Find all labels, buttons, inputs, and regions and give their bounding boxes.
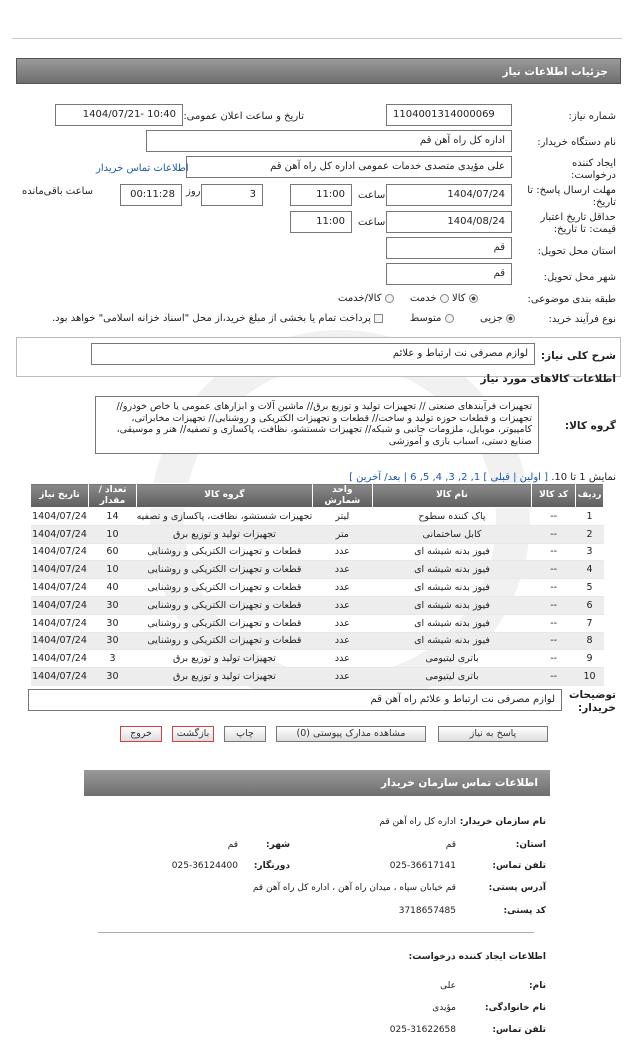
table-cell: 1404/07/24 <box>31 508 89 526</box>
table-cell: قطعات و تجهیزات الکتریکی و روشنایی <box>136 561 312 579</box>
creator-family-value: مؤیدی <box>432 1003 456 1013</box>
validity-label-1: حداقل تاریخ اعتبار <box>540 212 616 223</box>
table-header-row <box>31 484 604 508</box>
deadline-days-field: 3 <box>201 184 263 206</box>
validity-label-2: قیمت: تا تاریخ: <box>553 224 616 235</box>
table-cell: فیوز بدنه شیشه ای <box>372 561 531 579</box>
table-cell: فیوز بدنه شیشه ای <box>372 632 531 650</box>
province-field: قم <box>386 237 512 259</box>
buyer-notes-label-2: خریدار: <box>578 702 616 714</box>
category-radio-goods[interactable] <box>469 294 478 303</box>
table-header-cell: کد کالا <box>532 484 576 508</box>
table-cell: تجهیزات تولید و توزیع برق <box>136 668 312 686</box>
deadline-time-label: ساعت <box>358 190 386 201</box>
table-header-cell: گروه کالا <box>136 484 312 508</box>
contact-phone-label: تلفن تماس: <box>492 861 546 871</box>
process-option-medium[interactable]: متوسط <box>410 313 454 324</box>
table-cell: فیوز بدنه شیشه ای <box>372 614 531 632</box>
table-cell: -- <box>532 543 576 561</box>
table-cell: 3 <box>89 650 137 668</box>
table-cell: -- <box>532 650 576 668</box>
city-label: شهر محل تحویل: <box>543 272 616 283</box>
process-option-minor[interactable]: جزیی <box>480 313 515 324</box>
table-cell: 1404/07/24 <box>31 543 89 561</box>
table-cell: -- <box>532 632 576 650</box>
table-row[interactable] <box>31 579 604 597</box>
table-cell: لیتر <box>312 508 372 526</box>
table-cell: 1404/07/24 <box>31 579 89 597</box>
category-option-service[interactable]: خدمت <box>410 293 449 304</box>
pagination-bar: نمایش 1 تا 10. [ اولین | قبلی ] 1, 2, 3, 4, 5, 6 | بعد/ آخرین ] <box>349 472 616 483</box>
contact-fax-label: دورنگار: <box>253 861 290 871</box>
table-cell: 9 <box>576 650 604 668</box>
goods-section-title: اطلاعات کالاهای مورد نیاز <box>480 373 616 385</box>
validity-time-field: 11:00 <box>290 211 352 233</box>
exit-button[interactable]: خروج <box>120 726 162 742</box>
contact-address-value: قم خیابان سپاه ، میدان راه آهن ، اداره کل راه آهن قم <box>252 883 456 893</box>
announce-datetime-label: تاریخ و ساعت اعلان عمومی: <box>183 111 304 122</box>
requester-label-2: درخواست: <box>571 170 616 181</box>
table-cell: فیوز بدنه شیشه ای <box>372 543 531 561</box>
table-cell: عدد <box>312 579 372 597</box>
deadline-time-field: 11:00 <box>290 184 352 206</box>
table-cell: 4 <box>576 561 604 579</box>
contact-phone-value: 025-36617141 <box>389 861 456 871</box>
table-cell: 1 <box>576 508 604 526</box>
table-row[interactable] <box>31 614 604 632</box>
table-cell: باتری لیتیومی <box>372 650 531 668</box>
table-cell: 10 <box>89 561 137 579</box>
table-cell: -- <box>532 614 576 632</box>
table-cell: تجهیزات شستشو، نظافت، پاکسازی و تصفیه <box>136 508 312 526</box>
pagination-links[interactable]: [ اولین | قبلی ] 1, 2, 3, 4, 5, 6 | بعد/ آخرین ] <box>349 472 549 483</box>
print-button[interactable]: چاپ <box>224 726 266 742</box>
contact-city-label: شهر: <box>266 840 290 850</box>
contact-province-value: قم <box>445 840 456 850</box>
deadline-label-2: تاریخ: <box>592 197 616 208</box>
table-row[interactable] <box>31 632 604 650</box>
table-cell: 10 <box>576 668 604 686</box>
table-cell: 8 <box>576 632 604 650</box>
table-body <box>31 508 604 686</box>
category-radio-service[interactable] <box>440 294 449 303</box>
table-cell: 30 <box>89 596 137 614</box>
category-option-goods[interactable]: کالا <box>452 293 478 304</box>
table-cell: 1404/07/24 <box>31 525 89 543</box>
table-cell: -- <box>532 561 576 579</box>
back-button[interactable]: بازگشت <box>172 726 214 742</box>
process-radio-medium[interactable] <box>445 314 454 323</box>
table-cell: عدد <box>312 632 372 650</box>
table-cell: -- <box>532 668 576 686</box>
table-cell: 14 <box>89 508 137 526</box>
table-cell: فیوز بدنه شیشه ای <box>372 579 531 597</box>
table-cell: 1404/07/24 <box>31 596 89 614</box>
table-cell: کابل ساختمانی <box>372 525 531 543</box>
contact-city-value: قم <box>227 840 238 850</box>
requester-field: علی مؤیدی متصدی خدمات عمومی اداره کل راه آهن قم <box>186 156 512 178</box>
table-cell: 60 <box>89 543 137 561</box>
province-label: استان محل تحویل: <box>537 246 616 257</box>
contact-org-value: اداره کل راه آهن قم <box>379 817 456 827</box>
process-radio-minor[interactable] <box>506 314 515 323</box>
deadline-label-1: مهلت ارسال پاسخ: تا <box>527 185 616 196</box>
table-cell: عدد <box>312 596 372 614</box>
table-row[interactable] <box>31 543 604 561</box>
table-cell: -- <box>532 525 576 543</box>
table-cell: قطعات و تجهیزات الکتریکی و روشنایی <box>136 632 312 650</box>
category-label: طبقه بندی موضوعی: <box>527 294 616 305</box>
buyer-contact-link[interactable]: اطلاعات تماس خریدار <box>96 163 189 174</box>
summary-field: لوازم مصرفی نت ارتباط و علائم <box>91 343 535 365</box>
table-header-cell: تعداد / مقدار <box>89 484 137 508</box>
table-cell: 3 <box>576 543 604 561</box>
treasury-payment-checkbox[interactable] <box>374 314 383 323</box>
creator-section-title: اطلاعات ایجاد کننده درخواست: <box>408 952 546 962</box>
table-cell: 40 <box>89 579 137 597</box>
category-option-both[interactable]: کالا/خدمت <box>338 293 394 304</box>
creator-phone-label: تلفن تماس: <box>492 1025 546 1035</box>
table-cell: عدد <box>312 543 372 561</box>
pagination-showing: نمایش 1 تا 10 <box>554 472 616 483</box>
table-header-cell: ردیف <box>576 484 604 508</box>
table-cell: قطعات و تجهیزات الکتریکی و روشنایی <box>136 543 312 561</box>
table-row[interactable] <box>31 650 604 668</box>
table-cell: عدد <box>312 668 372 686</box>
table-cell: 5 <box>576 579 604 597</box>
table-cell: 30 <box>89 614 137 632</box>
contact-org-label: نام سازمان خریدار: <box>459 817 546 827</box>
table-header-cell: تاریخ نیاز <box>31 484 89 508</box>
remaining-time-field: 00:11:28 <box>120 184 182 206</box>
deadline-days-label: روز <box>186 186 201 197</box>
table-cell: 30 <box>89 632 137 650</box>
contact-address-label: آدرس پستی: <box>488 883 546 893</box>
reply-button[interactable]: پاسخ به نیاز <box>438 726 548 742</box>
table-cell: عدد <box>312 614 372 632</box>
buyer-org-label: نام دستگاه خریدار: <box>537 137 616 148</box>
table-cell: 7 <box>576 614 604 632</box>
contact-divider <box>98 932 534 933</box>
summary-label: شرح کلی نیاز: <box>540 350 616 362</box>
need-number-field: 1104001314000069 <box>386 104 512 126</box>
table-cell: 1404/07/24 <box>31 632 89 650</box>
creator-phone-value: 025-31622658 <box>389 1025 456 1035</box>
table-cell: فیوز بدنه شیشه ای <box>372 596 531 614</box>
creator-family-label: نام خانوادگی: <box>484 1003 546 1013</box>
top-divider <box>12 38 622 39</box>
table-cell: 1404/07/24 <box>31 614 89 632</box>
table-cell: باتری لیتیومی <box>372 668 531 686</box>
table-cell: تجهیزات تولید و توزیع برق <box>136 525 312 543</box>
table-cell: تجهیزات تولید و توزیع برق <box>136 650 312 668</box>
table-cell: 30 <box>89 668 137 686</box>
items-table-wrap <box>30 483 604 686</box>
table-row[interactable] <box>31 668 604 686</box>
goods-group-label: گروه کالا: <box>564 420 616 432</box>
contact-section-title: اطلاعات تماس سازمان خریدار <box>84 770 550 796</box>
table-cell: 1404/07/24 <box>31 668 89 686</box>
goods-group-field: تجهیزات فرآیندهای صنعتی // تجهیزات تولید و توزیع برق// ماشین آلات و ابزارهای عمومی یا خاص خودرو// تجهیزات و قطعات حوزه تولید و ساخت// قطعات و تجهیزات الکتریکی و روشنایی// تجهیزات مخابراتی، کامپیوتر، موبایل، ملزومات جانبی و شبکه// تجهیزات شستشو، نظافت، پاکسازی و تصفیه// هنر و موسیقی، صنایع دستی، اسباب بازی و آموزشی <box>95 396 539 454</box>
page-title: جزئیات اطلاعات نیاز <box>16 58 621 84</box>
table-cell: 2 <box>576 525 604 543</box>
table-cell: قطعات و تجهیزات الکتریکی و روشنایی <box>136 596 312 614</box>
creator-name-label: نام: <box>529 981 546 991</box>
items-table <box>30 483 604 686</box>
buyer-notes-label-1: توضیحات <box>568 689 616 701</box>
contact-postal-label: کد پستی: <box>503 906 546 916</box>
table-cell: 1404/07/24 <box>31 561 89 579</box>
creator-name-value: علی <box>440 981 456 991</box>
remaining-time-label: ساعت باقی‌مانده <box>22 186 94 197</box>
city-field: قم <box>386 263 512 285</box>
contact-postal-value: 3718657485 <box>398 906 456 916</box>
table-cell: -- <box>532 596 576 614</box>
table-cell: قطعات و تجهیزات الکتریکی و روشنایی <box>136 579 312 597</box>
table-row[interactable] <box>31 508 604 526</box>
deadline-date-field: 1404/07/24 <box>386 184 512 206</box>
buyer-org-field: اداره کل راه آهن قم <box>146 130 512 152</box>
validity-time-label: ساعت <box>358 217 386 228</box>
table-cell: عدد <box>312 561 372 579</box>
buyer-notes-field: لوازم مصرفی نت ارتباط و علائم راه آهن قم <box>28 689 562 711</box>
table-header-cell: واحد شمارش <box>312 484 372 508</box>
treasury-payment-option[interactable]: پرداخت تمام یا بخشی از مبلغ خرید،از محل "اسناد خزانه اسلامی" خواهد بود. <box>52 313 383 324</box>
contact-fax-value: 025-36124400 <box>171 861 238 871</box>
validity-date-field: 1404/08/24 <box>386 211 512 233</box>
table-cell: پاک کننده سطوح <box>372 508 531 526</box>
need-number-label: شماره نیاز: <box>568 111 616 122</box>
requester-label-1: ایجاد کننده <box>572 158 616 169</box>
announce-datetime-field: 1404/07/21- 10:40 <box>55 104 183 126</box>
table-cell: 6 <box>576 596 604 614</box>
view-docs-button[interactable]: مشاهده مدارک پیوستی (0) <box>276 726 426 742</box>
table-cell: متر <box>312 525 372 543</box>
table-cell: قطعات و تجهیزات الکتریکی و روشنایی <box>136 614 312 632</box>
table-cell: -- <box>532 579 576 597</box>
table-cell: 10 <box>89 525 137 543</box>
category-radio-both[interactable] <box>385 294 394 303</box>
contact-province-label: استان: <box>515 840 546 850</box>
table-cell: عدد <box>312 650 372 668</box>
table-header-cell: نام کالا <box>372 484 531 508</box>
table-row[interactable] <box>31 596 604 614</box>
table-row[interactable] <box>31 525 604 543</box>
table-row[interactable] <box>31 561 604 579</box>
table-cell: 1404/07/24 <box>31 650 89 668</box>
process-type-label: نوع فرآیند خرید: <box>548 314 616 325</box>
table-cell: -- <box>532 508 576 526</box>
